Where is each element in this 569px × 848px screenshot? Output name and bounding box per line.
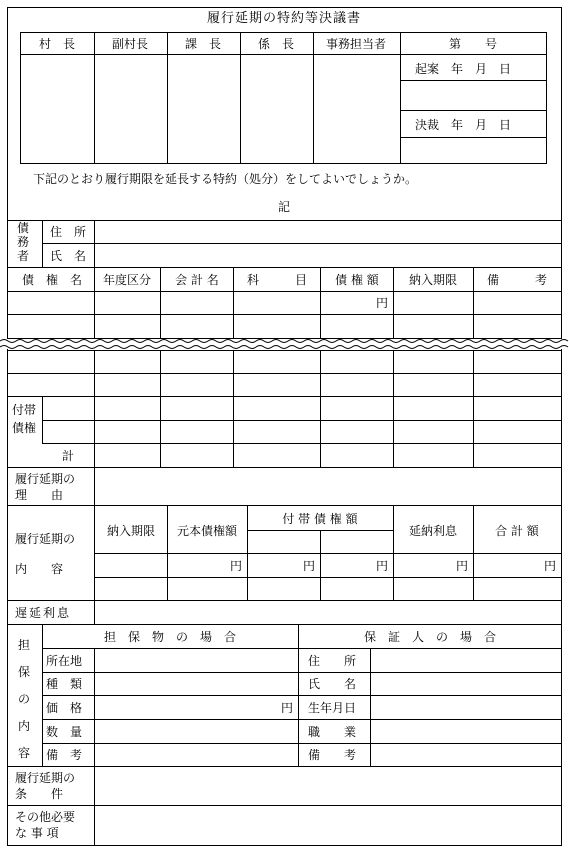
- collateral-price-yen-unit: 円: [280, 701, 293, 715]
- decision-date-label: 決裁 年 月 日: [415, 118, 512, 132]
- guarantor-occupation-label: 職 業: [308, 725, 357, 739]
- guarantor-name-label: 氏 名: [308, 677, 357, 691]
- debtor-label: 債務者: [17, 221, 30, 263]
- guarantor-address-label: 住 所: [308, 654, 357, 668]
- reason-label-line1: 履行延期の: [15, 472, 76, 486]
- guarantor-remarks-label: 備 考: [308, 748, 357, 762]
- interest-yen-unit: 円: [455, 559, 468, 573]
- attached-rights-label: 付帯債権: [12, 403, 37, 435]
- header-claim-amount: 債 権 額: [335, 273, 379, 287]
- collateral-type-label: 種 類: [46, 677, 83, 691]
- document-number-label: 第 号: [448, 37, 498, 51]
- content-header-deferred-interest: 延納利息: [408, 524, 458, 538]
- content-header-principal: 元本債権額: [176, 524, 238, 538]
- conditions-label-line1: 履行延期の: [15, 771, 76, 785]
- content-header-deadline: 納入期限: [106, 524, 156, 538]
- collateral-heading: 担 保 物 の 場 合: [103, 630, 237, 644]
- approval-header-subsection-chief: 係 長: [257, 37, 295, 51]
- header-item: 科 目: [246, 273, 308, 287]
- principal-yen-unit: 円: [229, 559, 242, 573]
- late-interest-label: 遅延利息: [15, 606, 72, 620]
- header-remarks: 備 考: [486, 273, 548, 287]
- header-fiscal-year: 年度区分: [102, 273, 152, 287]
- table-break-wave: [0, 337, 569, 351]
- form-title: 履行延期の特約等決議書: [206, 11, 362, 26]
- security-label: 担保の内容: [18, 638, 31, 760]
- guarantor-heading: 保 証 人 の 場 合: [363, 630, 497, 644]
- collateral-remarks-label: 備 考: [46, 748, 83, 762]
- collateral-quantity-label: 数 量: [46, 725, 83, 739]
- content-label-line1: 履行延期の: [15, 532, 76, 546]
- content-header-attached: 付 帯 債 権 額: [282, 512, 358, 526]
- reason-label-line2: 理 由: [15, 488, 64, 502]
- claim-amount-yen-unit: 円: [375, 296, 388, 310]
- request-statement: 下記のとおり履行期限を延長する特約（処分）をしてよいでしょうか。: [33, 172, 418, 186]
- other-label-line1: その他必要: [15, 810, 76, 824]
- total-label: 計: [61, 449, 75, 463]
- total-yen-unit: 円: [543, 559, 556, 573]
- approval-header-staff: 事務担当者: [325, 37, 387, 51]
- other-label-line2: な 事 項: [15, 826, 59, 840]
- draft-date-label: 起案 年 月 日: [415, 62, 512, 76]
- header-payment-deadline: 納入期限: [408, 273, 458, 287]
- collateral-location-label: 所在地: [46, 654, 83, 668]
- approval-header-deputy-mayor: 副村長: [111, 37, 149, 51]
- debtor-name-label: 氏 名: [49, 249, 87, 263]
- collateral-price-label: 価 格: [46, 701, 83, 715]
- attached-1-yen-unit: 円: [302, 559, 315, 573]
- guarantor-birthdate-label: 生年月日: [308, 701, 357, 715]
- header-account-name: 会 計 名: [175, 273, 219, 287]
- header-claim-name: 債 権 名: [21, 273, 83, 287]
- attached-2-yen-unit: 円: [375, 559, 388, 573]
- conditions-label-line2: 条 件: [15, 787, 64, 801]
- debtor-address-label: 住 所: [49, 225, 87, 239]
- content-label-line2: 内 容: [15, 562, 64, 576]
- ki-mark: 記: [277, 200, 291, 214]
- content-header-total: 合 計 額: [495, 524, 539, 538]
- approval-header-section-chief: 課 長: [184, 37, 222, 51]
- approval-header-mayor: 村 長: [38, 37, 76, 51]
